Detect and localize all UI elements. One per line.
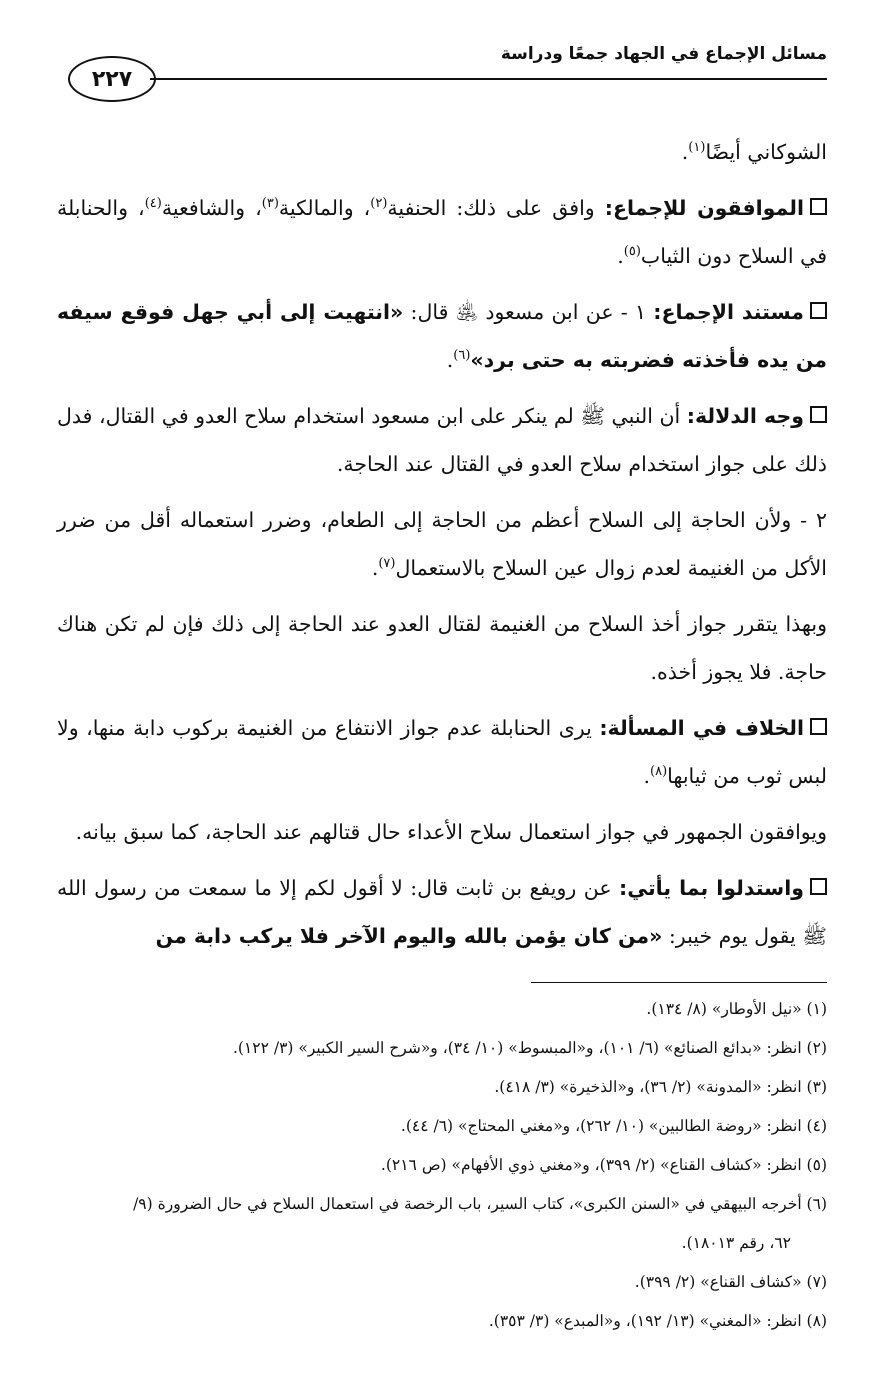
footnote-ref: (١) — [688, 140, 706, 156]
footnote-ref: (٧) — [378, 556, 396, 572]
footnote-ref: (٢) — [370, 196, 388, 212]
footnote: (٨) انظر: «المغني» (١٣/ ١٩٢)، و«المبدع» (٣/ ٣٥٣). — [488, 1312, 827, 1330]
section-lead: الخلاف في المسألة: — [599, 716, 805, 740]
section-lead: الموافقون للإجماع: — [604, 196, 805, 220]
paragraph-disagreement — [57, 704, 827, 800]
footnote: (١) «نيل الأوطار» (٨/ ١٣٤). — [646, 1000, 827, 1018]
paragraph-1 — [57, 128, 827, 176]
footnote: (٦) أخرجه البيهقي في «السنن الكبرى»، كتاب السير، باب الرخصة في استعمال السلاح في حال الضرورة (٩/ — [133, 1195, 827, 1213]
footnote-ref: (٣) — [261, 196, 279, 212]
paragraph-reason-2 — [57, 496, 827, 592]
text: . — [446, 348, 454, 372]
text: ٢ - ولأن الحاجة إلى السلاح أعظم من الحاجة إلى الطعام، وضرر استعماله أقل من ضرر الأكل من الغنيمة لعدم زوال عين السلاح بالاستعمال — [57, 508, 827, 580]
square-bullet-icon — [810, 302, 827, 319]
text: . — [681, 140, 689, 164]
square-bullet-icon — [810, 718, 827, 735]
running-title: مسائل الإجماع في الجهاد جمعًا ودراسة — [500, 44, 827, 64]
footnote: (٣) انظر: «المدونة» (٢/ ٣٦)، و«الذخيرة» (٣/ ٤١٨). — [494, 1078, 827, 1096]
text: أن النبي ﷺ لم ينكر على ابن مسعود استخدام سلاح العدو في القتال، فدل ذلك على جواز استخدام سلاح العدو في القتال عند الحاجة. — [57, 404, 827, 476]
text: عن رويفع بن ثابت قال: لا أقول لكم إلا ما سمعت من رسول الله ﷺ يقول يوم خيبر: — [57, 876, 827, 948]
paragraph-agreeing — [57, 184, 827, 280]
body-text — [57, 128, 827, 968]
text: ١ - عن ابن مسعود ﵁ قال: — [403, 300, 654, 324]
text: . — [371, 556, 379, 580]
square-bullet-icon — [810, 878, 827, 895]
paragraph-conclusion — [57, 600, 827, 696]
square-bullet-icon — [810, 198, 827, 215]
section-lead: وجه الدلالة: — [686, 404, 804, 428]
hadith-quote: «من كان يؤمن بالله واليوم الآخر فلا يركب دابة من — [155, 924, 663, 948]
text: وبهذا يتقرر جواز أخذ السلاح من الغنيمة لقتال العدو عند الحاجة إلى ذلك فإن لم تكن هناك حاجة. فلا يجوز أخذه. — [57, 612, 827, 684]
text: ، والشافعية — [161, 196, 262, 220]
paragraph-evidence — [57, 392, 827, 488]
page-number: ٢٢٧ — [68, 56, 156, 102]
section-lead: مستند الإجماع: — [653, 300, 804, 324]
text: ، والمالكية — [278, 196, 371, 220]
footnote-ref: (٦) — [453, 348, 471, 364]
footnote-ref: (٥) — [623, 244, 641, 260]
footnote-separator — [531, 982, 827, 983]
square-bullet-icon — [810, 406, 827, 423]
footnote: (٢) انظر: «بدائع الصنائع» (٦/ ١٠١)، و«المبسوط» (١٠/ ٣٤)، و«شرح السير الكبير» (٣/ ١٢٢). — [232, 1039, 827, 1057]
paragraph-basis — [57, 288, 827, 384]
footnote-continuation: ٦٢، رقم ١٨٠١٣). — [681, 1234, 791, 1252]
hadith-quote: «انتهيت إلى أبي جهل فوقع سيفه من يده فأخذته فضربته به حتى برد» — [57, 300, 827, 372]
footnote: (٤) انظر: «روضة الطالبين» (١٠/ ٢٦٢)، و«مغني المحتاج» (٦/ ٤٤). — [400, 1117, 827, 1135]
text: . — [643, 764, 651, 788]
text: ويوافقون الجمهور في جواز استعمال سلاح الأعداء حال قتالهم عند الحاجة، كما سبق بيانه. — [75, 820, 827, 844]
footnotes — [57, 990, 827, 1341]
text: ، والحنابلة في السلاح دون الثياب — [57, 196, 827, 268]
text: يرى الحنابلة عدم جواز الانتفاع من الغنيمة بركوب دابة منها، ولا لبس ثوب من ثيابها — [57, 716, 827, 788]
footnote: (٧) «كشاف القناع» (٢/ ٣٩٩). — [634, 1273, 827, 1291]
section-lead: واستدلوا بما يأتي: — [619, 876, 804, 900]
footnote-ref: (٨) — [650, 764, 668, 780]
header-rule — [150, 78, 827, 80]
text: . — [617, 244, 624, 268]
footnote: (٥) انظر: «كشاف القناع» (٢/ ٣٩٩)، و«مغني ذوي الأفهام» (ص ٢١٦). — [380, 1156, 827, 1174]
text: الشوكاني أيضًا — [705, 140, 827, 164]
text: وافق على ذلك: الحنفية — [387, 196, 605, 220]
paragraph-majority — [57, 808, 827, 856]
paragraph-proofs — [57, 864, 827, 960]
footnote-ref: (٤) — [144, 196, 162, 212]
